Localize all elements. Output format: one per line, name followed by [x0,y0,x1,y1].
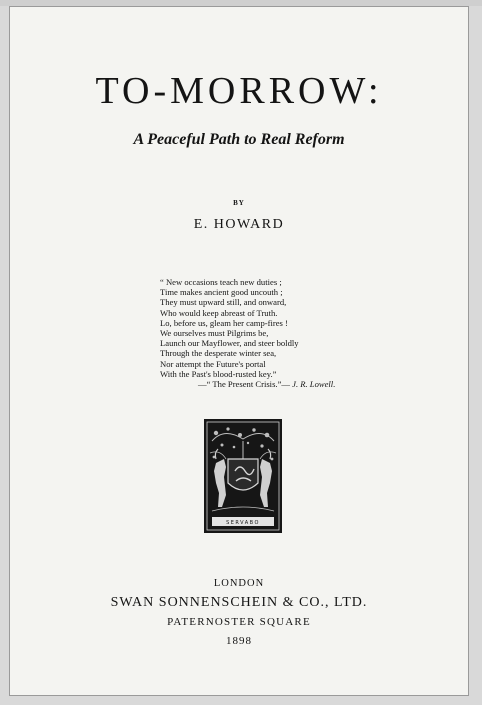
epigraph-line: “ New occasions teach new duties ; [160,277,282,287]
epigraph-attribution [160,379,390,389]
book-subtitle: A Peaceful Path to Real Reform [133,131,345,148]
by-label: BY [233,199,245,207]
epigraph-line: Nor attempt the Future's portal [160,358,266,369]
epigraph-line: Launch our Mayflower, and steer boldly [160,338,299,349]
epigraph [160,277,390,389]
epigraph-poet: J. R. Lowell. [292,379,336,390]
epigraph-line: We ourselves must Pilgrims be, [160,328,269,339]
epigraph-line: Time makes ancient good uncouth ; [160,287,283,298]
imprint-address: PATERNOSTER SQUARE [167,616,311,628]
epigraph-line: Through the desperate winter sea, [160,348,277,359]
epigraph-line: Lo, before us, gleam her camp-fires ! [160,317,288,328]
book-title: TO-MORROW: [95,70,383,112]
printers-device-emblem [204,419,282,533]
device-motto: SERVABO [226,520,260,526]
imprint-city: LONDON [213,578,265,589]
imprint-year: 1898 [226,635,252,647]
author-name: E. HOWARD [193,217,285,232]
epigraph-source: —“ The Present Crisis.”— [198,379,290,390]
imprint-publisher: SWAN SONNENSCHEIN & CO., LTD. [110,595,368,610]
epigraph-line: They must upward still, and onward, [160,297,287,308]
epigraph-line: Who would keep abreast of Truth. [160,307,278,318]
title-page [9,6,469,696]
epigraph-line: With the Past's blood-rusted key.” [160,368,277,379]
